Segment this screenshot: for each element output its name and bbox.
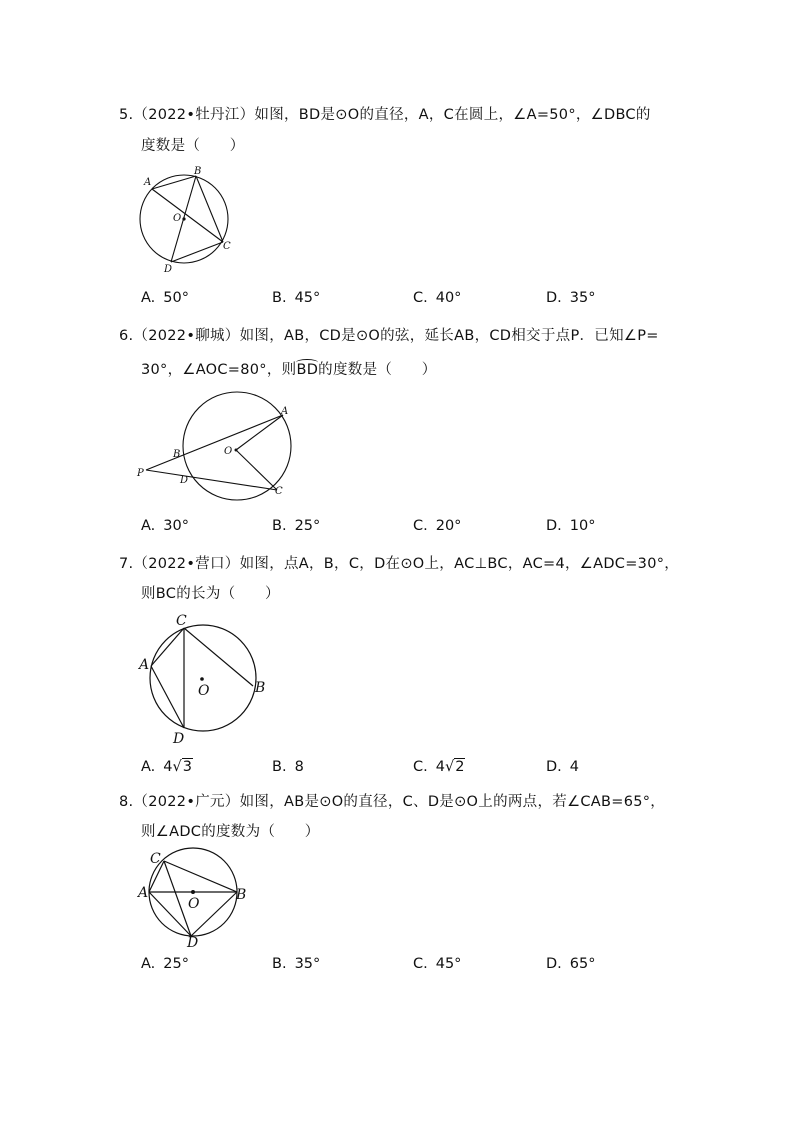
q6-figure	[132, 390, 302, 502]
q6-option-b[interactable]: B. 25°	[272, 518, 321, 534]
q8-label-c: C	[150, 851, 161, 867]
q5-option-d[interactable]: D. 35°	[546, 290, 596, 306]
q7-option-a[interactable]: A. 4√3	[141, 759, 192, 775]
q7-center-dot	[200, 677, 204, 681]
q6-center-dot	[235, 449, 238, 452]
q5-stem-line2: 度数是（ ）	[141, 138, 245, 154]
q8-label-b: B	[236, 887, 247, 903]
q8-stem-line1: 8.（2022•广元）如图，AB是⊙O的直径，C、D是⊙O上的两点，若∠CAB=65°，	[119, 794, 666, 810]
q5-label-d: D	[164, 264, 173, 275]
q8-label-o: O	[188, 896, 200, 912]
q5-option-a[interactable]: A. 50°	[141, 290, 189, 306]
q5-label-b: B	[194, 166, 202, 177]
q6-option-c[interactable]: C. 20°	[413, 518, 462, 534]
q7-option-b[interactable]: B. 8	[272, 759, 304, 775]
q6-stem-line1: 6.（2022•聊城）如图，AB，CD是⊙O的弦，延长AB，CD相交于点P．已知∠P=	[119, 328, 659, 344]
q8-figure	[134, 846, 254, 952]
q7-option-d[interactable]: D. 4	[546, 759, 580, 775]
q7-stem-line1: 7.（2022•营口）如图，点A，B，C，D在⊙O上，AC⊥BC，AC=4，∠ADC=30°，	[119, 556, 680, 572]
q8-option-d[interactable]: D. 65°	[546, 956, 596, 972]
q7-label-c: C	[176, 613, 187, 629]
q7-label-o: O	[198, 683, 210, 699]
q8-option-b[interactable]: B. 35°	[272, 956, 321, 972]
q6-option-a[interactable]: A. 30°	[141, 518, 189, 534]
q7-label-b: B	[255, 680, 266, 696]
q6-label-a: A	[281, 406, 289, 417]
q7-label-d: D	[173, 731, 185, 747]
q8-option-c[interactable]: C. 45°	[413, 956, 462, 972]
q6-label-b: B	[173, 449, 181, 460]
q6-arc-bd: BD	[296, 362, 319, 378]
q5-label-o: O	[173, 213, 182, 224]
q5-center-dot	[182, 217, 185, 220]
q5-figure	[130, 162, 240, 277]
q7-option-c[interactable]: C. 4√2	[413, 759, 465, 775]
q7-stem-line2: 则BC的长为（ ）	[141, 586, 280, 602]
q6-label-d: D	[180, 475, 189, 486]
q7-label-a: A	[139, 657, 150, 673]
q5-label-c: C	[223, 241, 231, 252]
q8-center-dot	[191, 890, 195, 894]
q6-label-c: C	[275, 486, 283, 497]
q5-option-c[interactable]: C. 40°	[413, 290, 462, 306]
q8-option-a[interactable]: A. 25°	[141, 956, 189, 972]
q5-stem-line1: 5.（2022•牡丹江）如图，BD是⊙O的直径，A，C在圆上，∠A=50°，∠DBC的	[119, 107, 651, 123]
q6-label-o: O	[224, 446, 233, 457]
q6-stem-line2: 30°，∠AOC=80°，则BD的度数是（ ）	[141, 362, 437, 378]
q8-label-d: D	[187, 935, 199, 951]
q8-label-a: A	[138, 885, 149, 901]
q6-option-d[interactable]: D. 10°	[546, 518, 596, 534]
q5-label-a: A	[144, 177, 152, 188]
q7-figure	[133, 608, 278, 748]
q5-option-b[interactable]: B. 45°	[272, 290, 321, 306]
q8-stem-line2: 则∠ADC的度数为（ ）	[141, 824, 320, 840]
q6-label-p: P	[137, 468, 144, 479]
